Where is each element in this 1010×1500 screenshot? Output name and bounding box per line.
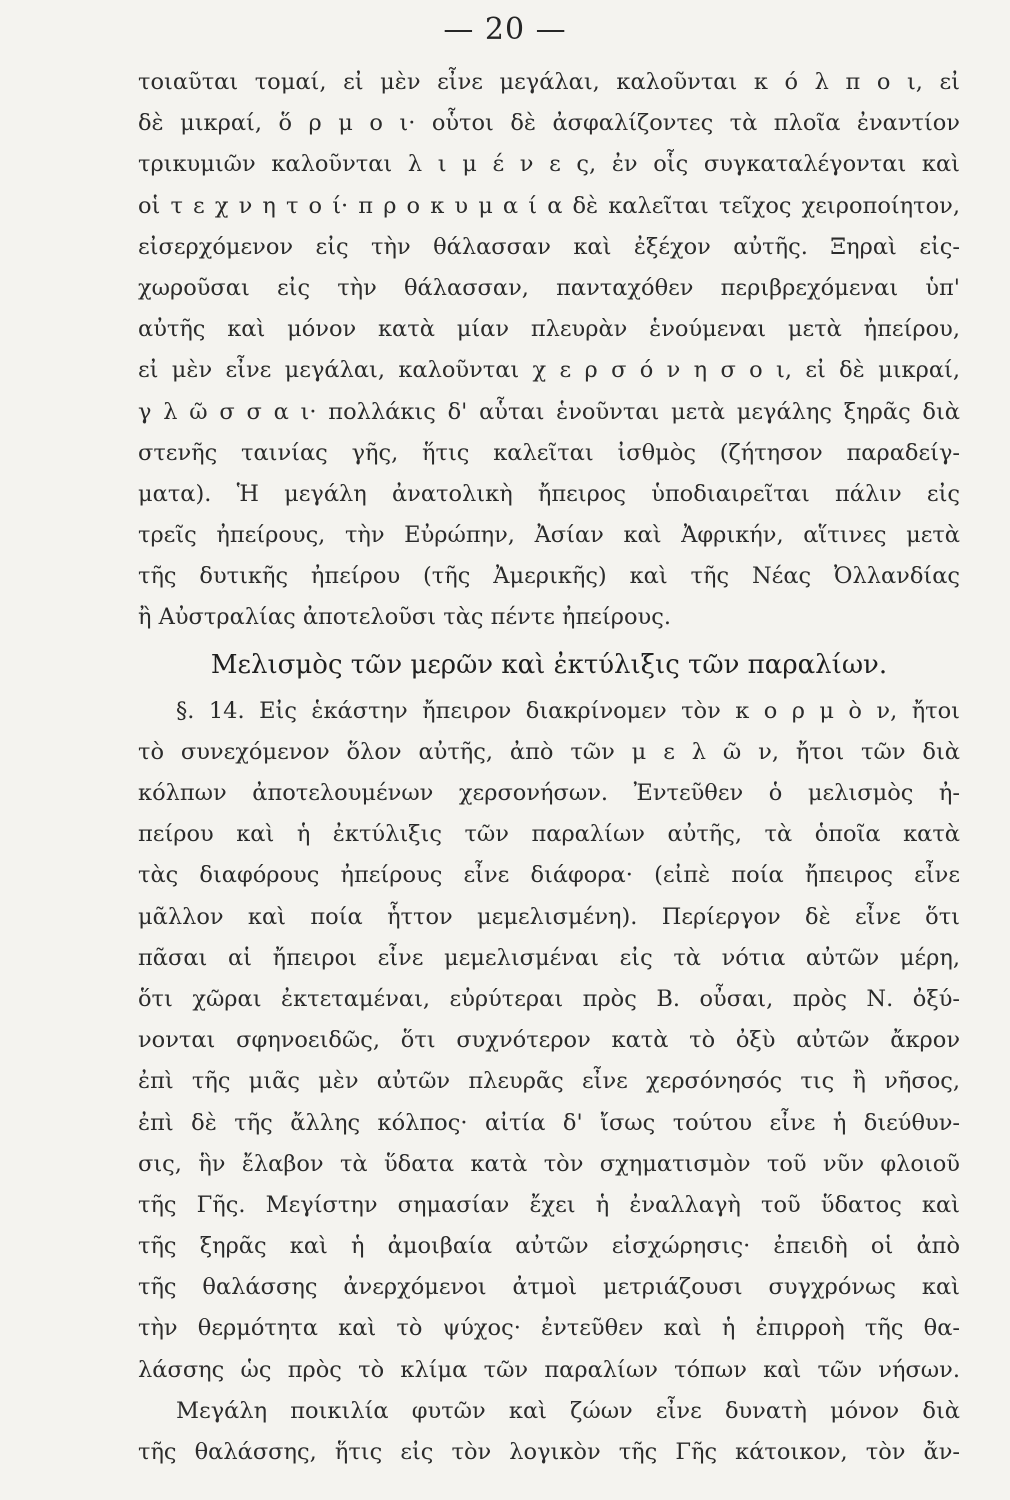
page-number: — 20 — bbox=[443, 12, 567, 47]
text-line: τῆς ξηρᾶς καὶ ἡ ἀμοιβαία αὐτῶν εἰσχώρησις· ἐπειδὴ οἱ ἀπὸ bbox=[138, 1233, 960, 1260]
text-line: τῆς δυτικῆς ἠπείρου (τῆς Ἀμερικῆς) καὶ τῆς Νέας Ὀλλανδίας bbox=[138, 563, 960, 590]
section-first-line bbox=[138, 691, 960, 732]
text-line: ὅτι χῶραι ἐκτεταμέναι, εὐρύτεραι πρὸς Β. οὖσαι, πρὸς Ν. ὀξύ- bbox=[138, 985, 960, 1012]
text-line: τρεῖς ἠπείρους, τὴν Εὐρώπην, Ἀσίαν καὶ Ἀφρικήν, αἵτινες μετὰ bbox=[138, 522, 960, 549]
text-line: τοιαῦται τομαί, εἰ μὲν εἶνε μεγάλαι, καλοῦνται κ ό λ π ο ι, εἰ bbox=[138, 69, 960, 95]
text-line: χωροῦσαι εἰς τὴν θάλασσαν, πανταχόθεν περιβρεχόμεναι ὑπ' bbox=[138, 274, 960, 301]
text-line: τρικυμιῶν καλοῦνται λ ι μ έ ν ε ς, ἐν οἷς συγκαταλέγονται καὶ bbox=[138, 151, 960, 178]
text-line: ἐπὶ τῆς μιᾶς μὲν αὐτῶν πλευρᾶς εἶνε χερσόνησός τις ἢ νῆσος, bbox=[138, 1068, 960, 1095]
text-line: δὲ μικραί, ὅ ρ μ ο ι· οὗτοι δὲ ἀσφαλίζοντες τὰ πλοῖα ἐναντίον bbox=[138, 110, 960, 137]
body-text bbox=[138, 62, 960, 1473]
text-line: στενῆς ταινίας γῆς, ἥτις καλεῖται ἰσθμὸς (ζήτησον παραδείγ- bbox=[138, 439, 960, 466]
text-line: Μεγάλη ποικιλία φυτῶν καὶ ζώων εἶνε δυνατὴ μόνον διὰ bbox=[176, 1397, 960, 1424]
text-line: τῆς θαλάσσης, ἥτις εἰς τὸν λογικὸν τῆς Γῆς κάτοικον, τὸν ἄν- bbox=[138, 1439, 960, 1465]
text-line: τὸ συνεχόμενον ὅλον αὐτῆς, ἀπὸ τῶν μ ε λ ῶ ν, ἤτοι τῶν διὰ bbox=[138, 738, 960, 765]
text-span: Εἰς ἑκάστην ἤπειρον διακρίνομεν τὸν κ ο ρ μ ὸ ν, ἤτοι bbox=[259, 697, 960, 724]
text-line: νονται σφηνοειδῶς, ὅτι συχνότερον κατὰ τὸ ὀξὺ αὐτῶν ἄκρον bbox=[138, 1027, 960, 1054]
text-line: τῆς Γῆς. Μεγίστην σημασίαν ἔχει ἡ ἐναλλαγὴ τοῦ ὕδατος καὶ bbox=[138, 1191, 960, 1218]
text-line: τῆς θαλάσσης ἀνερχόμενοι ἀτμοὶ μετριάζουσι συγχρόνως καὶ bbox=[138, 1274, 960, 1301]
text-line: πᾶσαι αἱ ἤπειροι εἶνε μεμελισμέναι εἰς τὰ νότια αὐτῶν μέρη, bbox=[138, 944, 960, 971]
text-line: μᾶλλον καὶ ποία ἧττον μεμελισμένη). Περίεργον δὲ εἶνε ὅτι bbox=[138, 903, 960, 930]
paragraph bbox=[138, 691, 960, 1391]
text-line: γ λ ῶ σ σ α ι· πολλάκις δ' αὗται ἑνοῦνται μετὰ μεγάλης ξηρᾶς διὰ bbox=[138, 398, 960, 425]
text-line: ματα). Ἡ μεγάλη ἀνατολικὴ ἤπειρος ὑποδιαιρεῖται πάλιν εἰς bbox=[138, 480, 960, 507]
text-line: σις, ἣν ἔλαβον τὰ ὕδατα κατὰ τὸν σχηματισμὸν τοῦ νῦν φλοιοῦ bbox=[138, 1150, 960, 1177]
text-line: ἐπὶ δὲ τῆς ἄλλης κόλπος· αἰτία δ' ἴσως τούτου εἶνε ἡ διεύθυν- bbox=[138, 1109, 960, 1136]
text-line: τὴν θερμότητα καὶ τὸ ψύχος· ἐντεῦθεν καὶ ἡ ἐπιρροὴ τῆς θα- bbox=[138, 1315, 960, 1342]
text-line: εἰ μὲν εἶνε μεγάλαι, καλοῦνται χ ε ρ σ ό ν η σ ο ι, εἰ δὲ μικραί, bbox=[138, 357, 960, 384]
text-line: πείρου καὶ ἡ ἐκτύλιξις τῶν παραλίων αὐτῆς, τὰ ὁποῖα κατὰ bbox=[138, 821, 960, 848]
text-line: τὰς διαφόρους ἠπείρους εἶνε διάφορα· (εἰπὲ ποία ἤπειρος εἶνε bbox=[138, 862, 960, 889]
paragraph bbox=[138, 1391, 960, 1473]
text-line: κόλπων ἀποτελουμένων χερσονήσων. Ἐντεῦθεν ὁ μελισμὸς ἠ- bbox=[138, 780, 960, 806]
section-label: §. 14. bbox=[176, 697, 245, 724]
text-line: αὐτῆς καὶ μόνον κατὰ μίαν πλευρὰν ἑνούμεναι μετὰ ἠπείρου, bbox=[138, 316, 960, 343]
section-heading: Μελισμὸς τῶν μερῶν καὶ ἐκτύλιξις τῶν παραλίων. bbox=[210, 649, 888, 680]
text-line: λάσσης ὡς πρὸς τὸ κλίμα τῶν παραλίων τόπων καὶ τῶν νήσων. bbox=[138, 1356, 960, 1383]
paragraph bbox=[138, 62, 960, 639]
text-line: οἱ τ ε χ ν η τ ο ί· π ρ ο κ υ μ α ί α δὲ καλεῖται τεῖχος χειροποίητον, bbox=[138, 192, 960, 219]
text-line: εἰσερχόμενον εἰς τὴν θάλασσαν καὶ ἐξέχον αὐτῆς. Ξηραὶ εἰς- bbox=[138, 233, 960, 260]
text-line: ἢ Αὐστραλίας ἀποτελοῦσι τὰς πέντε ἠπείρους. bbox=[138, 604, 671, 631]
